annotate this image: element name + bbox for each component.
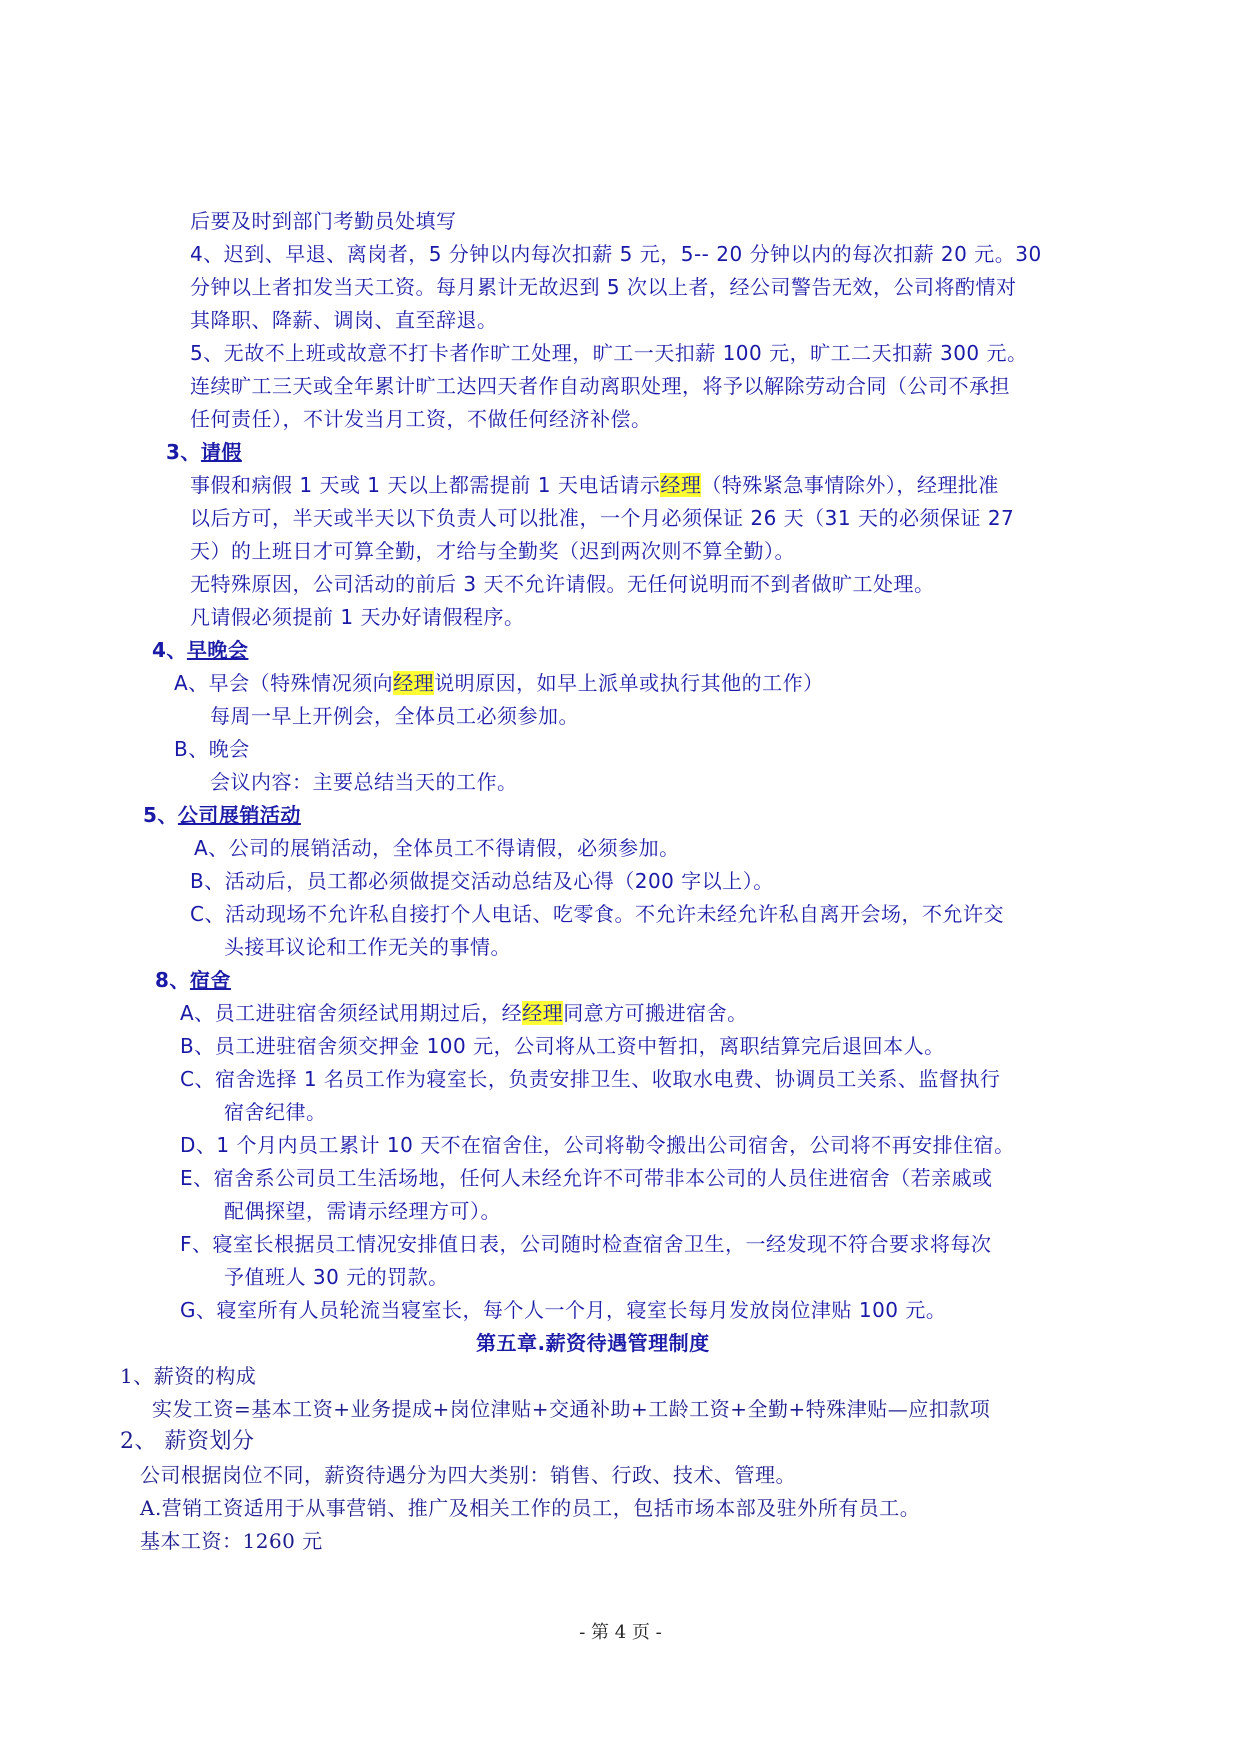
text-line: 其降职、降薪、调岗、直至辞退。	[190, 308, 498, 332]
section-heading-leave	[166, 436, 242, 468]
text-line: B、活动后，员工都必须做提交活动总结及心得（200 字以上）。	[190, 869, 774, 893]
text-line: 以后方可，半天或半天以下负责人可以批准，一个月必须保证 26 天（31 天的必须保证 27	[190, 506, 1015, 530]
text-line: D、1 个月内员工累计 10 天不在宿舍住，公司将勒令搬出公司宿舍，公司将不再安排住宿。	[180, 1133, 1015, 1157]
text-line: 配偶探望，需请示经理方可）。	[224, 1199, 501, 1223]
text-line: C、活动现场不允许私自接打个人电话、吃零食。不允许未经允许私自离开会场，不允许交	[190, 902, 1004, 926]
text-span: 同意方可搬进宿舍。	[563, 1001, 748, 1025]
text-line: 后要及时到部门考勤员处填写	[190, 209, 457, 233]
text-line: C、宿舍选择 1 名员工作为寝室长，负责安排卫生、收取水电费、协调员工关系、监督执行	[180, 1067, 1001, 1091]
page-number: - 第 4 页 -	[579, 1622, 662, 1643]
text-span: A、早会（特殊情况须向	[174, 671, 394, 695]
text-line: 会议内容：主要总结当天的工作。	[210, 770, 518, 794]
text-span: 说明原因，如早上派单或执行其他的工作）	[434, 671, 824, 695]
text-line: 分钟以上者扣发当天工资。每月累计无故迟到 5 次以上者，经公司警告无效，公司将酌情对	[190, 275, 1017, 299]
highlighted-term: 经理	[522, 1001, 564, 1025]
text-line: E、宿舍系公司员工生活场地，任何人未经允许不可带非本公司的人员住进宿舍（若亲戚或	[180, 1166, 993, 1190]
heading-number: 3、	[166, 440, 201, 464]
text-line: 头接耳议论和工作无关的事情。	[224, 935, 511, 959]
text-line	[190, 469, 999, 501]
text-line: 宿舍纪律。	[224, 1100, 327, 1124]
text-line: 连续旷工三天或全年累计旷工达四天者作自动离职处理，将予以解除劳动合同（公司不承担	[190, 374, 1010, 398]
text-line: 5、无故不上班或故意不打卡者作旷工处理，旷工一天扣薪 100 元，旷工二天扣薪 300 元。	[190, 341, 1028, 365]
heading-title: 公司展销活动	[177, 803, 301, 827]
text-line: 无特殊原因，公司活动的前后 3 天不允许请假。无任何说明而不到者做旷工处理。	[190, 572, 935, 596]
section-heading-exhibition	[143, 799, 301, 831]
text-line: 每周一早上开例会，全体员工必须参加。	[210, 704, 579, 728]
heading-number: 4、	[152, 638, 187, 662]
heading-title: 早晚会	[186, 638, 249, 662]
text-span: （特殊紧急事情除外），经理批准	[701, 473, 999, 497]
text-line: 予值班人 30 元的罚款。	[224, 1265, 449, 1289]
text-line: 4、迟到、早退、离岗者，5 分钟以内每次扣薪 5 元，5-- 20 分钟以内的每次扣薪 20 元。30	[190, 242, 1042, 266]
heading-number: 5、	[143, 803, 178, 827]
text-line	[180, 997, 748, 1029]
chapter-title: 第五章.薪资待遇管理制度	[476, 1331, 710, 1355]
text-line: 凡请假必须提前 1 天办好请假程序。	[190, 605, 525, 629]
text-line: G、寝室所有人员轮流当寝室长，每个人一个月，寝室长每月发放岗位津贴 100 元。	[180, 1298, 947, 1322]
text-span: A、员工进驻宿舍须经试用期过后，经	[180, 1001, 523, 1025]
highlighted-term: 经理	[393, 671, 435, 695]
text-line	[174, 667, 824, 699]
text-line: A.营销工资适用于从事营销、推广及相关工作的员工，包括市场本部及驻外所有员工。	[140, 1496, 921, 1520]
text-line: B、员工进驻宿舍须交押金 100 元，公司将从工资中暂扣，离职结算完后退回本人。	[180, 1034, 945, 1058]
text-line: F、寝室长根据员工情况安排值日表，公司随时检查宿舍卫生，一经发现不符合要求将每次	[180, 1232, 992, 1256]
text-line: 基本工资：1260 元	[140, 1529, 323, 1553]
section-heading-dormitory	[155, 964, 231, 996]
text-line: 2、 薪资划分	[120, 1429, 255, 1454]
text-line: 1、薪资的构成	[120, 1364, 257, 1388]
text-line: 实发工资=基本工资+业务提成+岗位津贴+交通补助+工龄工资+全勤+特殊津贴—应扣款项	[152, 1397, 991, 1421]
heading-title: 请假	[200, 440, 242, 464]
text-line: 公司根据岗位不同，薪资待遇分为四大类别：销售、行政、技术、管理。	[140, 1463, 796, 1487]
text-line: 任何责任），不计发当月工资，不做任何经济补偿。	[190, 407, 652, 431]
text-line: 天）的上班日才可算全勤，才给与全勤奖（迟到两次则不算全勤）。	[190, 539, 795, 563]
heading-title: 宿舍	[189, 968, 231, 992]
text-line: A、公司的展销活动，全体员工不得请假，必须参加。	[194, 836, 680, 860]
section-heading-meetings	[152, 634, 248, 666]
highlighted-term: 经理	[660, 473, 702, 497]
heading-number: 8、	[155, 968, 190, 992]
text-span: 事假和病假 1 天或 1 天以上都需提前 1 天电话请示	[190, 473, 661, 497]
text-line: B、晚会	[174, 737, 250, 761]
